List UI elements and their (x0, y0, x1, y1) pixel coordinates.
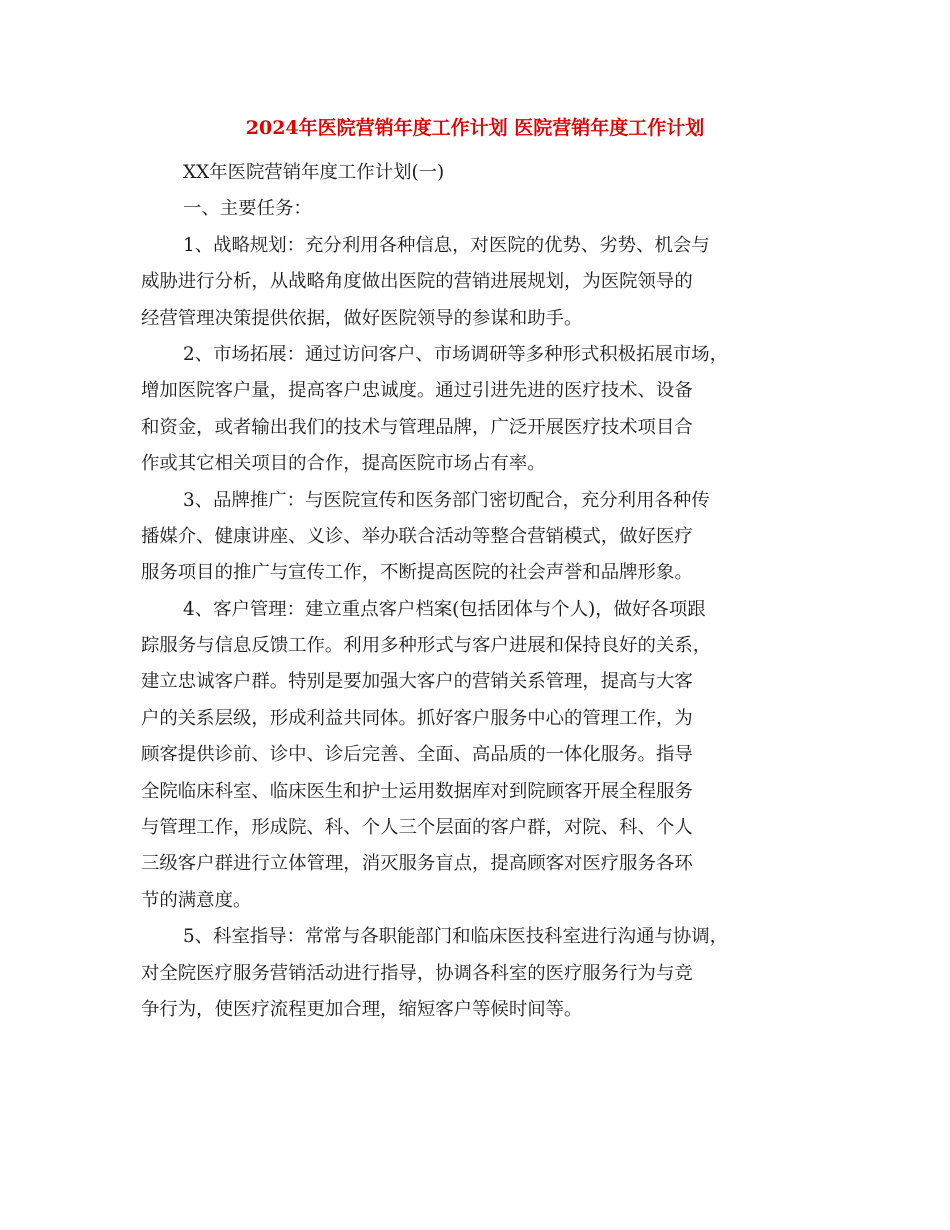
text-line: 建立忠诚客户群。特别是要加强大客户的营销关系管理，提高与大客 (141, 671, 693, 693)
text-line: 全院临床科室、临床医生和护士运用数据库对到院顾客开展全程服务 (141, 780, 693, 802)
document-body (141, 155, 831, 1028)
text-line: 作或其它相关项目的合作，提高医院市场占有率。 (141, 453, 546, 475)
text-line: 户的关系层级，形成利益共同体。抓好客户服务中心的管理工作，为 (141, 707, 693, 729)
text-line: 节的满意度。 (141, 889, 252, 911)
text-line: XX年医院营销年度工作计划(一) (183, 162, 445, 183)
text-line: 与管理工作，形成院、科、个人三个层面的客户群，对院、科、个人 (141, 817, 693, 839)
text-line: 经营管理决策提供依据，做好医院领导的参谋和助手。 (141, 307, 583, 329)
text-line: 2、市场拓展：通过访问客户、市场调研等多种形式积极拓展市场， (183, 343, 729, 365)
text-line: 一、主要任务： (183, 198, 312, 220)
text-line: 1、战略规划：充分利用各种信息，对医院的优势、劣势、机会与 (183, 234, 710, 256)
text-line: 对全院医疗服务营销活动进行指导，协调各科室的医疗服务行为与竞 (141, 962, 693, 984)
text-line: 增加医院客户量，提高客户忠诚度。通过引进先进的医疗技术、设备 (141, 380, 693, 402)
text-line: 三级客户群进行立体管理，消灭服务盲点，提高顾客对医疗服务各环 (141, 853, 693, 875)
text-line: 播媒介、健康讲座、义诊、举办联合活动等整合营销模式，做好医疗 (141, 525, 693, 547)
text-line: 4、客户管理：建立重点客户档案(包括团体与个人)，做好各项跟 (183, 598, 706, 620)
text-line: 顾客提供诊前、诊中、诊后完善、全面、高品质的一体化服务。指导 (141, 744, 693, 766)
text-line: 威胁进行分析，从战略角度做出医院的营销进展规划，为医院领导的 (141, 271, 693, 293)
text-line: 5、科室指导：常常与各职能部门和临床医技科室进行沟通与协调， (183, 926, 729, 948)
text-line: 争行为，使医疗流程更加合理，缩短客户等候时间等。 (141, 998, 583, 1020)
text-line: 3、品牌推广：与医院宣传和医务部门密切配合，充分利用各种传 (183, 489, 710, 511)
document-title: 2024年医院营销年度工作计划 医院营销年度工作计划 (245, 117, 705, 139)
text-line: 踪服务与信息反馈工作。利用多种形式与客户进展和保持良好的关系， (141, 635, 712, 657)
text-line: 和资金，或者输出我们的技术与管理品牌，广泛开展医疗技术项目合 (141, 416, 693, 438)
text-line: 服务项目的推广与宣传工作，不断提高医院的社会声誉和品牌形象。 (141, 562, 693, 584)
